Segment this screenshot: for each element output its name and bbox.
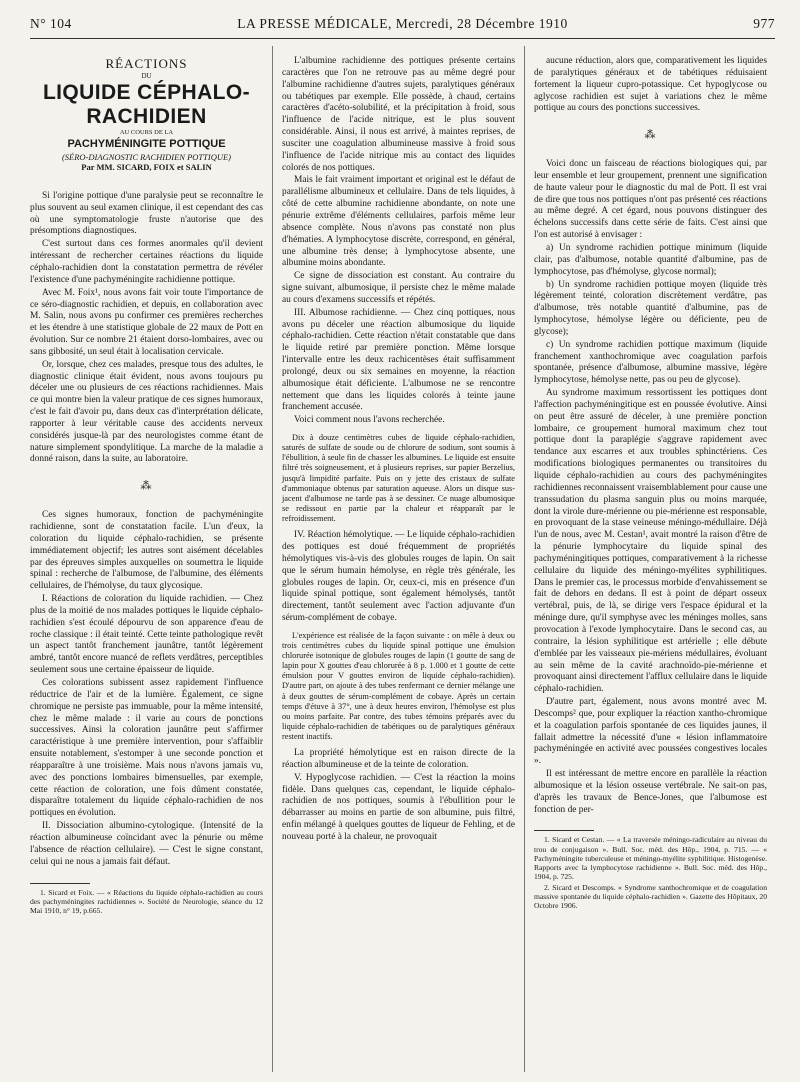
issue-number: N° 104 [30, 16, 72, 31]
paragraph: aucune réduction, alors que, comparativement les liquides de paralytiques généraux et de tabétiques réduisaient fortement la liqueur cupro-potassique. Cet hypoglycose ou aglycose rachidien est sujet à variations chez le même pottique au cours des ponctions successives. [534, 56, 767, 114]
journal-line: LA PRESSE MÉDICALE, Mercredi, 28 Décembre 1910 [237, 16, 568, 31]
paragraph: Voici comment nous l'avons recherchée. [294, 415, 445, 426]
paragraph: c) Un syndrome rachidien pottique maximum (liquide franchement xanthochromique avec coagulation parfois spontanée, présence d'albumose, albumine massive, légère lymphocytose, hémolyse nette, pas ou peu de glycose). [534, 339, 767, 386]
footnote: 1. Sicard et Cestan. — « La traversée méningo-radiculaire au niveau du trou de conjugaison ». Bull. Soc. méd. des Hôp., 1904, p. 715. — « Pachyméningite tuberculeuse et méningo-myélite syphilitique. Histogenèse. Rapports avec la lymphocytose rachidienne ». Bull. Soc. méd. des Hôp., 1904, p. 725. [534, 835, 767, 881]
paragraph: b) Un syndrome rachidien pottique moyen (liquide très légèrement teinté, coloration discrètement verdâtre, pas d'albumose, très notable quantité d'albumine, pas de lymphocytose, hémolyse légère ou déficiente, peu de glycose); [534, 279, 767, 337]
footnote-rule [30, 883, 90, 884]
method-note: L'expérience est réalisée de la façon suivante : on mêle à deux ou trois centimètres cubes du liquide spinal pottique une émulsion chlorurée isotonique de globules rouges de lapin (1 goutte de sang de lapin pour X gouttes d'eau chlorurée à 8 p. 1.000 et 1 goutte de cette émulsion pour V gouttes environ de liquide céphalo-rachidien). D'autre part, on ajoute à des tubes renfermant ce dernier mélange une à deux gouttes de sérum-complément de cobaye. Après un certain temps d'étuve à 37°, une à deux heures environ, l'hémolyse est plus ou moins parfaite. Par contre, des tubes témoins préparés avec du liquide céphalo-rachidien de tabétiques ou de paralytiques généraux restent inactifs. [282, 630, 515, 741]
paragraph: III. Albumose rachidienne. — Chez cinq pottiques, nous avons pu déceler une réaction albumosique du liquide céphalo-rachidien. Cette réaction n'était constatable que dans le liquide retiré par première ponction. Même lorsque l'intervalle entre les deux rachicentèses était suffisamment prolongé, deux ou six semaines en moyenne, la réaction albumosique était déficiente. L'albumose ne se rencontre nettement que dans les liquides colorés à teinte jaune franchement accusée. [282, 307, 515, 413]
footnote: 1. Sicard et Foix. — « Réactions du liquide céphalo-rachidien au cours des pachyméningites rachidiennes ». Société de Neurologie, séance du 12 Mai 1910, n° 19, p.665. [30, 887, 263, 915]
title-line-2: DU [141, 72, 152, 81]
title-line-4: AU COURS DE LA [119, 129, 174, 137]
column-2 [282, 56, 515, 845]
paragraph: Ces colorations subissent assez rapidement l'influence réductrice de l'air et de la lumière. Également, ce signe chromique ne persiste pas immuable, pour la même intensité, chez le même malade : il varie au cours de ponctions successives. Ainsi la coloration jaunâtre peut s'affirmer caractéristique à une première intervention, pour s'affaiblir ensuite notablement, s'estomper à une seconde ponction et réapparaître à une troisième. Mais nous n'avons jamais vu, avec des ponctions lombaires bimensuelles, par exemple, cette réaction de coloration, une fois dûment constatée, disparaître totalement du liquide céphalo-rachidien de nos pottiques en évolution. [30, 678, 263, 819]
article-authors: Par MM. SICARD, FOIX et SALIN [81, 162, 212, 173]
paragraph: Si l'origine pottique d'une paralysie peut se reconnaître le plus souvent au seul examen clinique, il est cependant des cas où une symptomatologie fruste n'autorise que des présomptions diagnostiques. [30, 190, 263, 237]
page-header [30, 16, 775, 38]
section-stars: ⁂ [140, 480, 153, 493]
column-1 [30, 56, 263, 917]
paragraph: Voici donc un faisceau de réactions biologiques qui, par leur ensemble et leur groupement, prennent une signification de haute valeur pour le diagnostic du mal de Pott. Il est vrai de dire que tous nos pottiques n'ont pas présenté ces réactions au même degré. A cet égard, nous pouvons distinguer des échelons successifs dans cette série de faits. C'est ainsi que l'on est autorisé à envisager : [534, 159, 767, 241]
column-divider [524, 46, 525, 1072]
article-subtitle: PACHYMÉNINGITE POTTIQUE [67, 137, 226, 150]
footnote: 2. Sicard et Descomps. « Syndrome xanthochromique et de coagulation massive spontanée du liquide céphalo-rachidien ». Gazette des Hôpitaux, 20 Octobre 1906. [534, 883, 767, 911]
paragraph: Avec M. Foix¹, nous avons fait voir toute l'importance de ce séro-diagnostic rachidien, et depuis, en collaboration avec M. Salin, nous avons pu confirmer ces premières recherches et les étendre à une statistique globale de 22 maux de Pott en évolution. Sur ce nombre 21 étaient dorso-lombaires, avec ou sans gibbosité, un seul était à localisation cervicale. [30, 287, 263, 357]
paragraph: a) Un syndrome rachidien pottique minimum (liquide clair, pas d'albumose, notable quantité d'albumine, pas de lymphocytose, pas d'hémolyse, glycose normal); [534, 242, 767, 277]
paragraph: Or, lorsque, chez ces malades, presque tous des adultes, le diagnostic clinique était évident, nous avons toujours pu déceler une ou plusieurs de ces réactions rachidiennes. Mais ce qui montre bien la valeur pratique de ces signes humoraux, c'est le fait d'avoir pu, dans deux cas d'interprétation délicate, rapporter à leur véritable cause des accidents nerveux considérés jusque-là par des neurologistes comme étant de nature simplement spondylitique. La marche de la maladie a donné raison, dans la suite, au laboratoire. [30, 359, 263, 465]
paragraph: La propriété hémolytique est en raison directe de la réaction albumineuse et de la teinte de coloration. [282, 748, 515, 770]
paragraph: Ces signes humoraux, fonction de pachyméningite rachidienne, sont de constatation facile. L'un d'eux, la coloration du liquide céphalo-rachidien, se présente immédiatement objectif; les autres sont aisément décelables par des épreuves simples auxquelles on soumettra le liquide spinal : recherche de l'albumose, de l'albumine, des éléments cellulaires, de l'hémolyse, du taux glycosique. [30, 510, 263, 592]
page-number: 977 [753, 16, 775, 31]
paragraph: II. Dissociation albumino-cytologique. (Intensité de la réaction albumineuse coïncidant avec la pénurie ou même l'absence de réaction cellulaire). — C'est le signe constant, celui qui ne nous a jamais fait défaut. [30, 821, 263, 867]
paragraph: V. Hypoglycose rachidien. — C'est la réaction la moins fidèle. Dans quelques cas, cependant, le liquide céphalo-rachidien de nos pottiques, soumis à l'ébullition pour le débarrasser au moins en partie de son albumine, puis filtré, enfin mélangé à quelques gouttes de liqueur de Fehling, et de nouveau porté à la chaleur, ne provoquait [282, 772, 515, 842]
article-subtitle-2: (SÉRO-DIAGNOSTIC RACHIDIEN POTTIQUE) [61, 151, 232, 162]
header-rule [30, 38, 775, 39]
paragraph: C'est surtout dans ces formes anormales qu'il devient intéressant de rechercher certaines réactions du liquide céphalo-rachidien dont la constatation permettra de révéler l'existence d'une pachyméningite rachidienne pottique. [30, 239, 263, 285]
article-title: LIQUIDE CÉPHALO-RACHIDIEN [42, 81, 251, 129]
article-title-block [30, 56, 263, 173]
column-divider [272, 46, 273, 1072]
paragraph: I. Réactions de coloration du liquide rachidien. — Chez plus de la moitié de nos malades pottiques le liquide céphalo-rachidien s'est écoulé dépourvu de son apparence d'eau de roche classique : il était teinté. Cette teinte pathologique revêt un aspect tantôt franchement jaunâtre, tantôt légèrement ambré, tantôt encore nuancé de reflets verdâtres, perceptibles seulement sous une certaine épaisseur de liquide. [30, 594, 263, 676]
paragraph: Ce signe de dissociation est constant. Au contraire du signe suivant, albumosique, il persiste chez le même malade au cours d'examens successifs et répétés. [282, 271, 515, 305]
section-stars: ⁂ [644, 129, 657, 142]
paragraph: Mais le fait vraiment important et original est le défaut de parallélisme albumineux et cellulaire. Dans de tels liquides, à côté de cette albumine rachidienne abondante, on note une pénurie extrême d'éléments cellulaires, parfois même leur absence complète. Nous n'avons pas constaté non plus d'hématies. A lymphocytose discrète, correspond, en général, une albumine très dense; à lymphocytose absente, une albumine moins abondante. [282, 175, 515, 269]
method-note: Dix à douze centimètres cubes de liquide céphalo-rachidien, saturés de sulfate de soude ou de chlorure de sodium, sont soumis à l'ébullition, à seule fin de chasser les albumines. Le liquide est ensuite filtré très soigneusement, et à plusieurs reprises, sur papier Berzelius, jusqu'à limpidité parfaite. Puis on y jette des cristaux de sulfate d'ammoniaque obtenus par saturation aqueuse. Alors un disque sus-jacent d'albumose ne tarde pas à se dessiner. Ce nuage albumosique se redissout en partie par la chaleur et réapparaît par le refroidissement. [282, 433, 515, 524]
paragraph: IV. Réaction hémolytique. — Le liquide céphalo-rachidien des pottiques est doué fréquemment de propriétés hémolytiques vis-à-vis des globules rouges de lapin. On sait que le sérum humain hémolyse, en règle très générale, les globules rouges de lapin. Or, ceux-ci, mis en présence d'un liquide spinal pottique, sont également hémolysés, tantôt directement, tantôt seulement avec l'action adjuvante d'un sérum-complément de cobaye. [282, 530, 515, 624]
paragraph: Il est intéressant de mettre encore en parallèle la réaction albumosique et la lésion osseuse vertébrale. Ne sait-on pas, d'après les travaux de Bence-Jones, que l'albumose est fonction de per- [534, 769, 767, 815]
column-3 [534, 56, 767, 912]
title-line-1: RÉACTIONS [105, 56, 188, 71]
paragraph: Au syndrome maximum ressortissent les pottiques dont l'affection pachyméningitique est en poussée évolutive. Ainsi on peut être assuré de déceler, à une première ponction lombaire, ce groupement humoral maximum chez tout pottique dont la paraplégie s'aggrave rapidement avec tendance aux escarres et aux troubles sphinctériens. Ces modifications biologiques permanentes ou transitoires du liquide céphalo-rachidien au cours des pachyméningites rachidiennes reconnaissent vraisemblablement pour cause une transsudation du plasma sanguin plus ou moins marquée, dont la virole dure-mérienne ou pie-mérienne est responsable, en provoquant de la stase veineuse méningo-médullaire. Déjà l'un de nous, avec M. Cestan¹, avait montré la raison d'être de la pénurie lymphocytaire du liquide spinal des pachyméningitiques pottiques, comparativement à la richesse cellulaire du liquide des méningo-myélites syphilitiques. Dans le premier cas, le processus morbide d'envahissement se fait de dehors en dedans. Il est à point de départ osseux vertébral, puis, de là, se dirige vers l'espace épidural et la méninge dure, qu'il symphyse avec les méninges molles, sans provocation à l'exode lymphocytaire. Dans le second cas, au contraire, la lésion syphilitique est artérielle ; elle débute d'emblée par les vaisseaux pie-mériens médullaires, évoluant au sein même de la cavité arachnoïdo-pie-mérienne et provoquant ainsi directement l'afflux cellulaire dans le liquide céphalo-rachidien. [534, 388, 767, 695]
footnote-rule [534, 830, 594, 831]
paragraph: L'albumine rachidienne des pottiques présente certains caractères que l'on ne retrouve pas au même degré pour l'albumine rachidienne d'autres sujets, paralytiques généraux ou tabétiques par exemple. Elle possède, à chaud, certains caractères d'acéto-solubilité, et la précipitation à froid, sous l'influence de l'acide nitrique, est le plus souvent considérable. Ainsi, il nous est arrivé, à maintes reprises, de susciter une coagulation albumineuse massive à froid sous l'influence de l'acide nitrique mis au contact des liquides colorés de nos pottiques. [282, 56, 515, 173]
paragraph: D'autre part, également, nous avons montré avec M. Descomps² que, pour expliquer la réaction xantho-chromique et la coagulation parfois spontanée de ces liquides jaunes, il fallait admettre la nécessité d'une « lésion inflammatoire pachyméningée en activité avec poussées congestives locales ». [534, 697, 767, 767]
